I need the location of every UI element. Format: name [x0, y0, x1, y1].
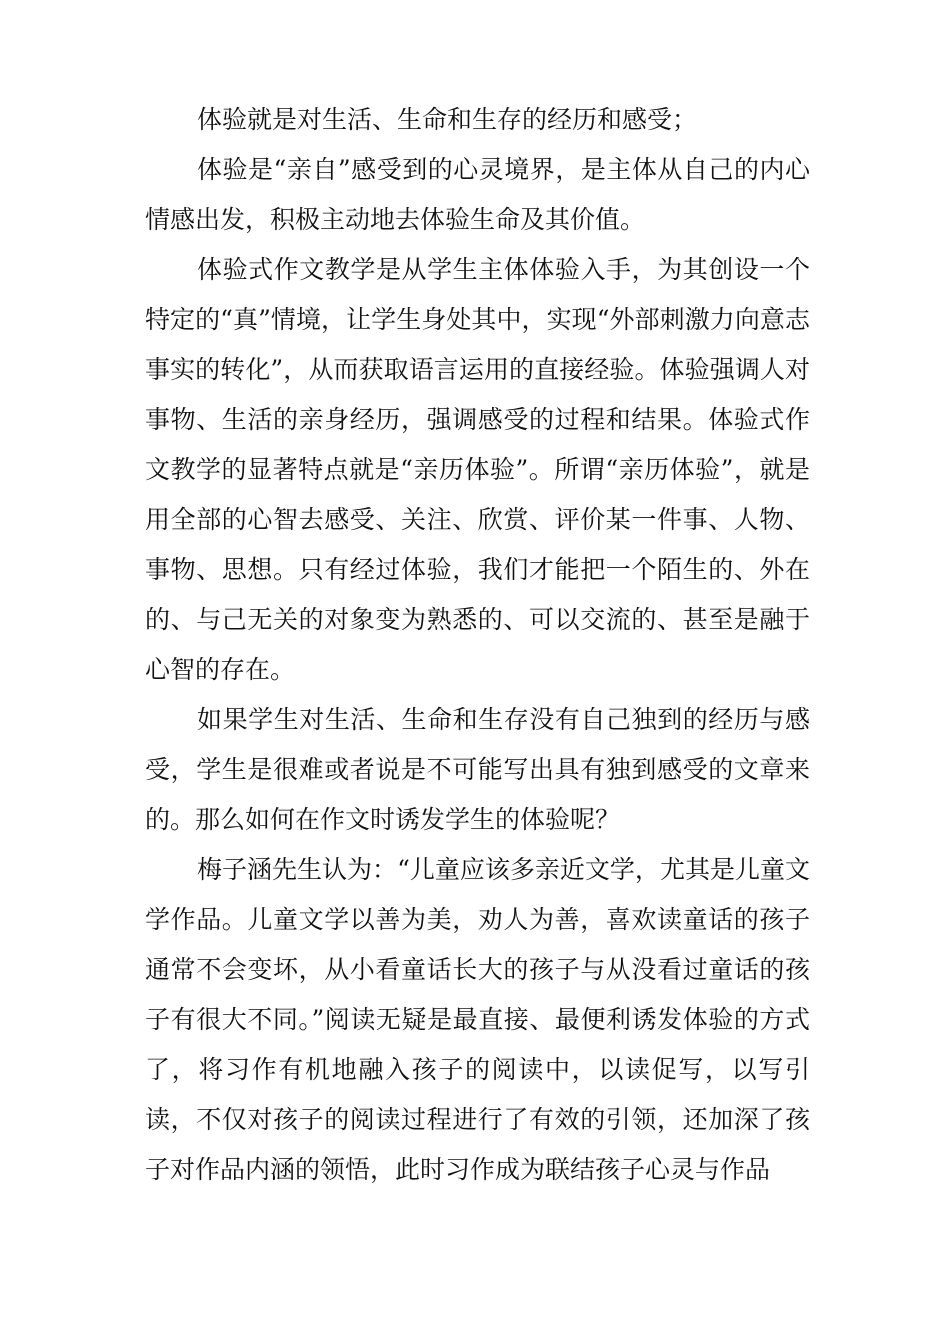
paragraph-experiential-teaching: 体验式作文教学是从学生主体体验入手，为其创设一个特定的“真”情境，让学生身处其中，实现“外部刺激力向意志事实的转化”，从而获取语言运用的直接经验。体验强调人对事物、生活的亲身经历，强调感受的过程和结果。体验式作文教学的显著特点就是“亲历体验”。所谓“亲历体验”，就是用全部的心智去感受、关注、欣赏、评价某一件事、人物、事物、思想。只有经过体验，我们才能把一个陌生的、外在的、与己无关的对象变为熟悉的、可以交流的、甚至是融于心智的存在。: [145, 255, 810, 684]
paragraph-children-literature: 梅子涵先生认为：“儿童应该多亲近文学，尤其是儿童文学作品。儿童文学以善为美，劝人为善，喜欢读童话的孩子通常不会变坏，从小看童话长大的孩子与从没看过童话的孩子有很大不同。”阅读无疑是最直接、最便利诱发体验的方式了，将习作有机地融入孩子的阅读中，以读促写，以写引读，不仅对孩子的阅读过程进行了有效的引领，还加深了孩子对作品内涵的领悟，此时习作成为联结孩子心灵与作品: [145, 855, 810, 1184]
paragraph-personal-experience: 体验是“亲自”感受到的心灵境界，是主体从自己的内心情感出发，积极主动地去体验生命及其价值。: [145, 155, 810, 234]
document-body: [145, 95, 810, 1195]
paragraph-student-feelings: 如果学生对生活、生命和生存没有自己独到的经历与感受，学生是很难或者说是不可能写出具有独到感受的文章来的。那么如何在作文时诱发学生的体验呢？: [145, 705, 810, 834]
paragraph-definition: 体验就是对生活、生命和生存的经历和感受；: [197, 105, 698, 134]
